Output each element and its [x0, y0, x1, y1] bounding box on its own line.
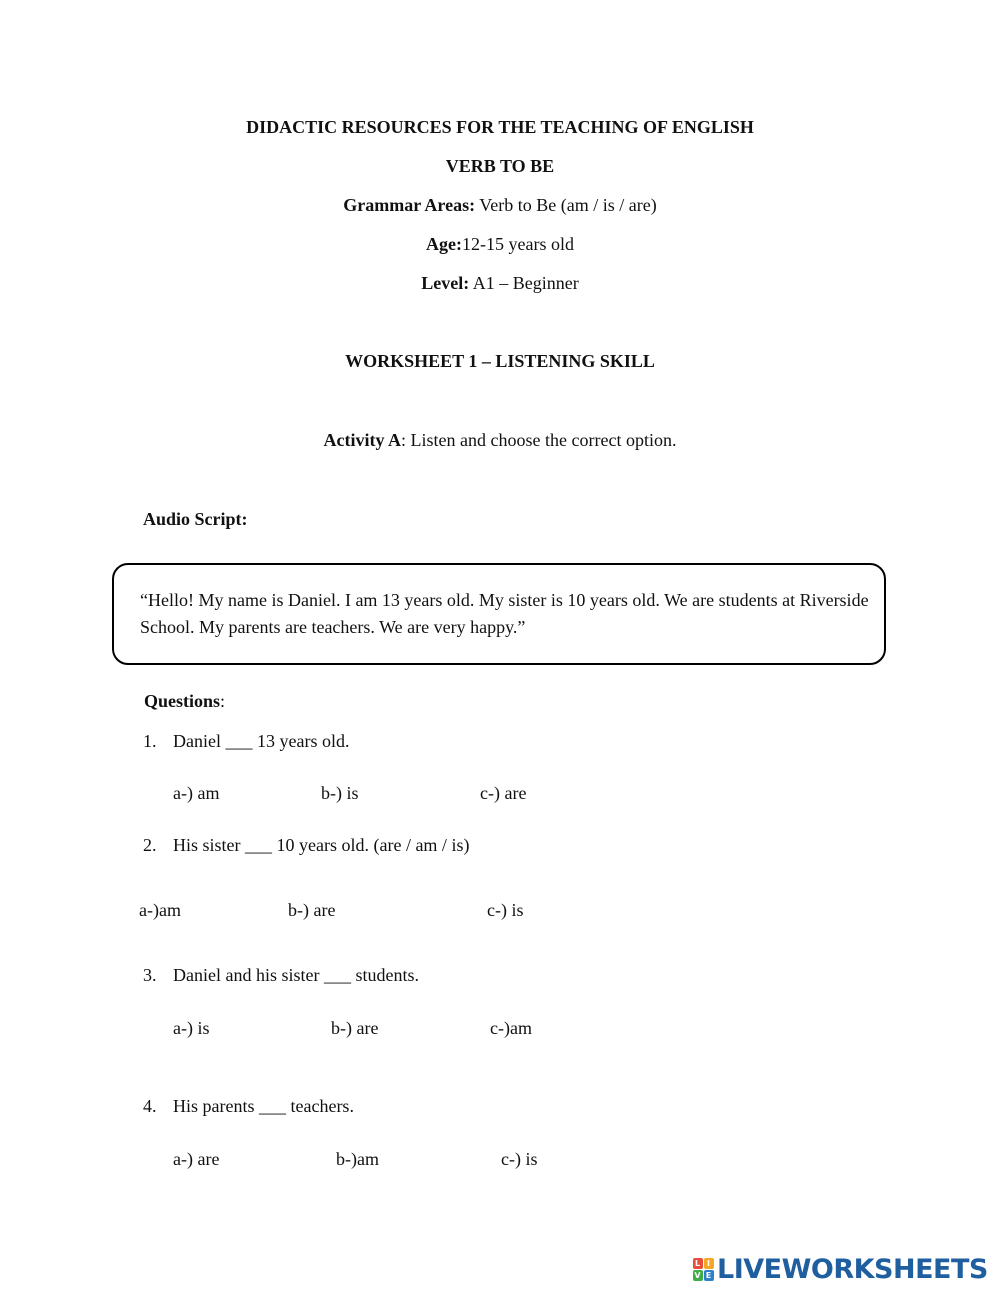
question-1-number: 1.	[143, 731, 157, 751]
question-2-option-b[interactable]: b-) are	[288, 900, 336, 920]
questions-label: Questions	[144, 691, 221, 711]
level-label: Level:	[421, 273, 470, 293]
logo-mark-v: V	[694, 1270, 701, 1280]
document-title: DIDACTIC RESOURCES FOR THE TEACHING OF ENGLISH	[246, 117, 754, 137]
question-2-text: His sister ___ 10 years old. (are / am / is)	[173, 835, 470, 855]
questions-colon: :	[220, 691, 226, 711]
logo-mark-i: I	[704, 1258, 714, 1269]
question-3-option-b[interactable]: b-) are	[331, 1018, 379, 1038]
level-value: A1 – Beginner	[469, 273, 579, 293]
question-1-option-b[interactable]: b-) is	[321, 783, 359, 803]
worksheet-title: WORKSHEET 1 – LISTENING SKILL	[345, 351, 655, 371]
activity-text: : Listen and choose the correct option.	[401, 430, 677, 450]
liveworksheets-logo-icon	[692, 1257, 714, 1281]
questions-heading	[144, 691, 225, 712]
grammar-areas-line	[0, 195, 1000, 216]
age-label: Age:	[426, 234, 462, 254]
question-2-option-a[interactable]: a-)am	[139, 900, 181, 920]
liveworksheets-logo	[692, 1253, 988, 1285]
question-4-option-b[interactable]: b-)am	[336, 1149, 379, 1169]
question-4-option-a[interactable]: a-) are	[173, 1149, 220, 1169]
liveworksheets-logo-text: LIVEWORKSHEETS	[717, 1253, 988, 1285]
question-3-number: 3.	[143, 965, 157, 985]
question-1-option-c[interactable]: c-) are	[480, 783, 527, 803]
age-value: 12-15 years old	[462, 234, 574, 254]
grammar-areas-value: Verb to Be (am / is / are)	[475, 195, 657, 215]
question-4-option-c[interactable]: c-) is	[501, 1149, 538, 1169]
question-1-option-a[interactable]: a-) am	[173, 783, 220, 803]
age-line	[0, 234, 1000, 255]
logo-mark-l: L	[693, 1258, 703, 1269]
question-3-option-a[interactable]: a-) is	[173, 1018, 210, 1038]
question-2-number: 2.	[143, 835, 157, 855]
question-2-option-c[interactable]: c-) is	[487, 900, 524, 920]
level-line	[0, 273, 1000, 294]
audio-script-text: “Hello! My name is Daniel. I am 13 years old. My sister is 10 years old. We are students at Riverside School. My parents are teachers. We are very happy.”	[140, 590, 869, 637]
question-4-number: 4.	[143, 1096, 157, 1116]
logo-mark-e: E	[704, 1270, 714, 1281]
document-subtitle: VERB TO BE	[445, 156, 555, 176]
question-3-text: Daniel and his sister ___ students.	[173, 965, 419, 985]
grammar-areas-label: Grammar Areas:	[343, 195, 476, 215]
audio-script-box	[112, 563, 886, 665]
question-3-option-c[interactable]: c-)am	[490, 1018, 532, 1038]
audio-script-label: Audio Script:	[143, 509, 248, 529]
activity-instruction	[0, 430, 1000, 451]
activity-label: Activity A	[323, 430, 402, 450]
question-1-text: Daniel ___ 13 years old.	[173, 731, 350, 751]
question-4-text: His parents ___ teachers.	[173, 1096, 354, 1116]
